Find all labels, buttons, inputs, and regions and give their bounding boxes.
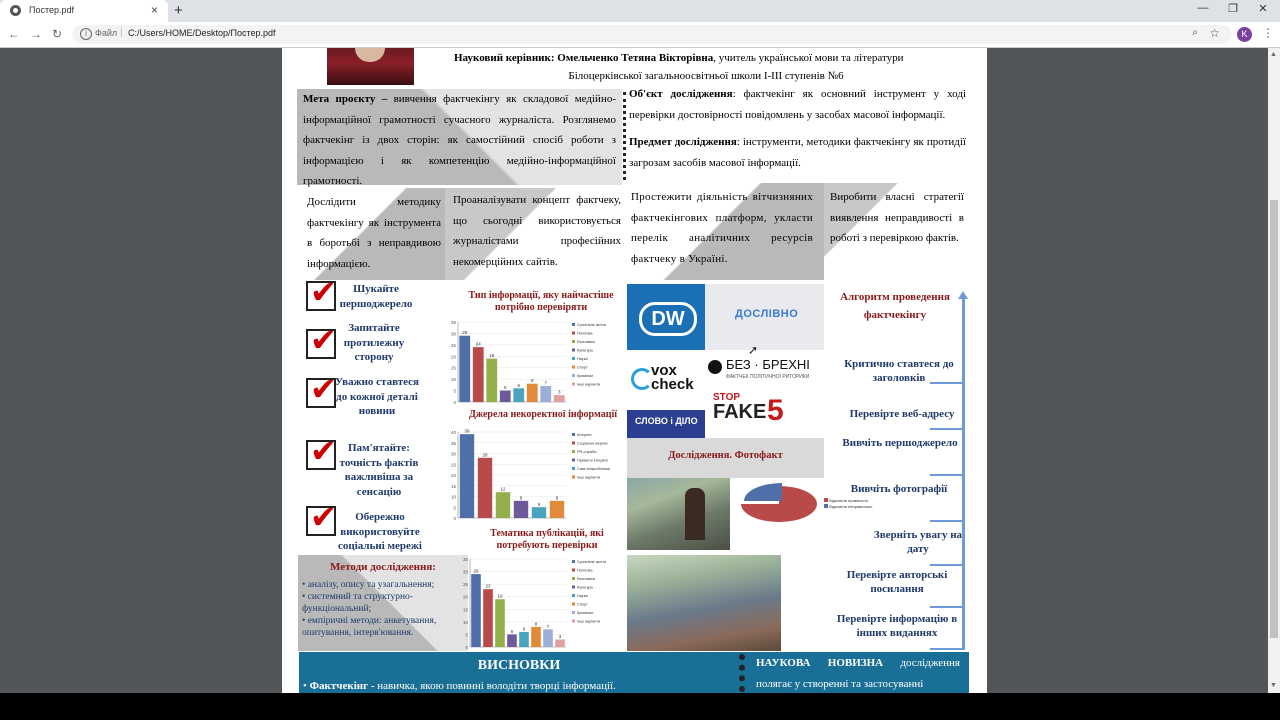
conclusions-bullet: • Фактчекінг - навичка, якою повинні володіти творці інформації. [303,680,616,692]
chart-bar [459,336,470,402]
legend-swatch [572,332,575,335]
chart2-title: Джерела некоректної інформації [468,409,618,420]
chart-bar [460,434,474,518]
algorithm-step-6: Перевірте авторські посилання [846,569,948,595]
algorithm-step-5: Зверніть увагу на дату [873,529,963,555]
bar-value-label: 3 [558,633,562,639]
legend-label: Самі співробітники [577,467,611,471]
back-icon[interactable]: ← [8,27,20,41]
chart-bar [555,639,565,647]
y-tick-label: 5 [465,632,468,638]
bar-value-label: 19 [489,353,495,359]
dotted-divider [623,92,626,180]
algorithm-connector [930,606,962,608]
chart-bar [496,492,510,518]
address-bar [0,22,1280,48]
y-tick-label: 10 [450,377,456,383]
legend-swatch [572,577,575,580]
y-tick-label: 15 [450,483,456,489]
algorithm-connector [930,474,962,476]
tab-strip [0,0,1280,22]
scrollbar-thumb[interactable] [1270,200,1278,638]
doslivno-logo [705,284,824,350]
stopfake-stop-text: STOP [713,392,741,403]
stopfake-fake-text: FAKE [713,401,767,423]
algorithm-step-4: Вивчіть фотографії [850,483,948,495]
y-tick-label: 25 [462,582,468,588]
novelty-label: НАУКОВА НОВИЗНА [756,657,884,669]
pdf-page [282,48,987,693]
legend-label: Спорт [577,602,588,607]
legend-swatch [572,323,575,326]
vertical-scrollbar[interactable] [1268,48,1280,693]
scroll-up-icon[interactable]: ▲ [1270,50,1277,58]
mouse-cursor-icon: ➚ [748,343,759,357]
legend-label: Суспільне життя [577,323,607,327]
conclusions-bullet-text: навичка, якою повинні володіти творці інформації. [374,680,616,692]
minimize-button[interactable]: — [1197,2,1209,14]
pie-legend-item: Відповіли неправильно [824,504,872,510]
bar-value-label: 28 [482,452,488,458]
algorithm-step-7: Перевірте інформацію в інших виданнях [836,613,958,639]
y-tick-label: 35 [462,557,468,562]
conclusions-bullet-label: Фактчекінг - [309,680,375,692]
slovo-i-dilo-logo [627,410,705,438]
algorithm-bracket [962,298,965,650]
check-item-4: Пам'ятайте: точність фактів важливіша за сенсацію [339,442,419,498]
chart-bar [500,391,511,402]
bar-value-label: 7 [546,623,550,629]
check-item-1: Шукайте першоджерело [339,283,413,310]
legend-swatch [572,374,575,377]
chart-bar [540,386,551,402]
y-tick-label: 10 [462,619,468,625]
menu-icon[interactable]: ⋮ [1262,26,1274,40]
y-tick-label: 25 [450,462,456,468]
legend-label: Інші варіанти [577,382,601,387]
conclusions-title: ВИСНОВКИ [477,658,561,673]
y-tick-label: 40 [450,430,456,435]
chart-bar [519,632,529,647]
voxcheck-logo [627,350,705,410]
y-tick-label: 15 [450,365,456,371]
method-item: • системний та структурно-функціональний; [302,592,413,614]
algorithm-step-3: Вивчіть першоджерело [842,437,958,449]
close-tab-icon[interactable]: × [150,3,158,17]
url-separator: | [120,27,123,38]
bez-brekhni-text: БЕЗ · БРЕХНІ [726,357,810,372]
legend-swatch [572,603,575,606]
bar-value-label: 5 [510,628,514,634]
dw-logo-text: DW [639,302,697,336]
chart3-svg [456,553,626,651]
zoom-icon[interactable]: ⌕ [1192,27,1198,38]
y-tick-label: 20 [462,594,468,600]
subject-body: : інструменти, методики фактчекінгу як протидії загрозам засобів масової інформації. [629,136,966,169]
photo-title: Дослідження. Фотофакт [668,450,783,461]
restore-button[interactable]: ❐ [1228,3,1238,15]
bar-value-label: 8 [534,621,538,627]
y-tick-label: 20 [450,354,456,360]
bar-value-label: 12 [500,486,506,492]
supervisor-school: Білоцерківської загальноосвітньої школи І-ІІІ ступенів №6 [568,70,844,82]
url-text: C:/Users/HOME/Desktop/Постер.pdf [128,28,276,38]
chart3-title: Тематика публікацій, які потребують перевірки [490,528,604,551]
pie-legend-item: Відповіли правильно [824,498,872,504]
y-tick-label: 30 [450,451,456,457]
algorithm-title: Алгоритм проведення фактчекінгу [840,291,950,321]
goal-box [297,89,622,185]
chart-bar [532,507,546,518]
checkmark-icon [306,329,336,359]
chart-bar [507,634,517,647]
methods-box [298,555,468,651]
doslivno-logo-text: ДОСЛІВНО [735,308,799,320]
algorithm-connector [930,564,962,566]
legend-swatch [572,586,575,589]
goal-text [303,89,616,192]
chart-bar [554,395,565,402]
taskbar [0,693,1280,720]
task-text-1: Дослідити методику фактчекінгу як інструмента в боротьбі з неправдивою інформацією. [307,196,441,270]
bar-value-label: 23 [485,583,491,589]
task-box-3 [627,183,824,280]
legend-label: Спорт [577,365,588,370]
object-body: : фактчекінг як основний інструмент у ході перевірки достовірності повідомлень у засобах масової інформації. [629,88,966,121]
checkmark-icon [306,440,336,470]
bar-value-label: 29 [462,330,468,336]
bar-value-label: 8 [519,495,523,501]
task-box-1 [297,188,445,280]
legend-swatch [572,560,575,563]
chart-bar [483,589,493,647]
legend-label: Наука [577,594,588,598]
legend-swatch [572,340,575,343]
bar-value-label: 8 [555,495,559,501]
y-tick-label: 25 [450,342,456,348]
method-item: • аналізу, опису та узагальнення; [302,580,435,590]
bar-value-label: 6 [517,382,521,388]
close-window-button[interactable]: ✕ [1258,3,1268,15]
goal-label: Мета проєкту – [303,93,388,105]
algorithm-connector [930,648,962,650]
legend-label: Політика [577,331,593,336]
voxcheck-logo-text: vox check [651,362,694,393]
subject-text [629,132,966,173]
legend-swatch [572,467,575,470]
supervisor-role: , учитель української мови та літератури [713,52,904,64]
forward-icon[interactable]: → [30,27,42,41]
goal-body: вивчення фактчекінгу як складової медійно-інформаційної грамотності сучасного журналіста. Розглянемо фактчекінг із двох сторін: як самостійний спосіб роботи з інформацією і як компетенцію медійно-інформаційної грамотності. [303,93,616,187]
supervisor-label: Науковий керівник: Омельченко Тетяна Вікторівна [454,52,714,64]
chart-bar [527,384,538,402]
legend-swatch [572,357,575,360]
avatar[interactable]: K [1237,27,1252,42]
y-tick-label: 30 [450,331,456,337]
legend-label: Політика [577,568,593,573]
legend-label: Кримінал [577,611,594,615]
legend-label: PR-служби [577,450,597,454]
y-tick-label: 5 [453,505,456,511]
legend-swatch [572,450,575,453]
method-item: • емпіричні методи: анкетування, опитування, інтерв'ювання. [302,616,437,638]
check-item-5: Обережно використовуйте соціальні мережі [338,511,422,552]
tab-poster[interactable] [0,0,168,22]
y-tick-label: 15 [462,607,468,613]
globe-icon [10,5,21,16]
novelty-text [756,653,960,693]
legend-swatch [572,442,575,445]
stopfake-five-text: 5 [767,394,784,427]
y-tick-label: 10 [450,494,456,500]
info-icon[interactable]: i [80,28,92,40]
legend-swatch [572,349,575,352]
algorithm-connector [930,382,962,384]
bar-value-label: 29 [473,568,479,574]
chart-bar [514,501,528,518]
algorithm-connector [930,520,962,522]
algorithm-step-1: Критично ставтеся до заголовків [844,358,954,384]
task-text-4: Виробити власні стратегії виявлення неправдивості в роботі з перевіркою фактів. [830,191,964,244]
legend-swatch [572,611,575,614]
bez-brekhni-logo [705,350,824,390]
legend-swatch [572,433,575,436]
methods-title: Методи дослідження: [330,561,436,573]
bar-value-label: 5 [537,501,541,507]
classroom-photo-2 [627,555,781,651]
photo-title-band [627,438,824,478]
bar-value-label: 24 [475,341,481,347]
chart-bar [513,388,524,402]
object-label: Об'єкт дослідження [629,88,733,100]
y-tick-label: 0 [465,645,468,650]
bar-value-label: 39 [464,428,470,434]
legend-label: Приватні інтерв'ю [577,458,609,463]
pie-legend [824,498,872,510]
bar-value-label: 7 [544,380,548,386]
chart-bar [531,627,541,647]
supervisor-text [454,48,958,68]
check-item-2: Запитайте протилежну сторону [343,322,405,363]
classroom-photo-1 [627,478,730,550]
chart-bar [478,458,492,518]
new-tab-button[interactable]: + [174,2,183,19]
legend-label: Наука [577,357,588,361]
pie-chart-svg [734,480,824,528]
legend-label: Культура [577,348,593,353]
url-scheme: Файл [95,28,118,38]
chart-bar [473,347,484,402]
conclusions-box [299,652,739,693]
chart-bar [495,599,505,647]
chart-bar [543,629,553,647]
bar-value-label: 6 [522,626,526,632]
methods-list [302,579,464,639]
legend-label: Інтернет [577,433,592,437]
task-box-4 [824,183,969,280]
slovo-i-dilo-text: СЛОВО і ДІЛО [635,416,698,426]
check-item-3: Уважно ставтеся до кожної деталі новини [334,376,419,417]
algorithm-step-2: Перевірте веб-адресу [849,408,955,420]
legend-swatch [572,366,575,369]
y-tick-label: 20 [450,473,456,478]
legend-label: Економіка [577,577,595,581]
url-input[interactable] [72,25,1232,44]
novelty-body: дослідження полягає у створенні та застосуванні [756,657,960,690]
dw-logo [627,284,705,350]
legend-swatch [572,383,575,386]
y-tick-label: 0 [453,400,456,405]
task-text-3: Простежити діяльність вітчизняних фактчекінгових платформ, укласти перелік аналітичних ресурсів фактчеку в Україні. [631,191,813,265]
task-box-2 [445,188,627,280]
chart-bar [486,359,497,402]
bar-value-label: 8 [530,378,534,384]
tab-title: Постер.pdf [29,5,75,15]
y-tick-label: 35 [450,320,456,325]
legend-label: Кримінал [577,374,594,378]
legend-label: Суспільне життя [577,560,607,564]
reload-icon[interactable]: ↻ [52,27,63,41]
pie-slice [744,483,782,501]
legend-swatch [572,620,575,623]
legend-label: Культура [577,585,593,590]
legend-label: Інші варіанти [577,475,601,480]
y-tick-label: 30 [462,569,468,575]
novelty-dots [739,654,745,692]
bez-brekhni-subtext: ФАКТЧЕК ПОЛІТИЧНОЇ РИТОРИКИ [726,374,810,380]
bar-value-label: 5 [503,385,507,391]
chart-bar [471,574,481,647]
stopfake-logo [705,390,824,438]
y-tick-label: 0 [453,516,456,521]
legend-swatch [572,476,575,479]
chart2-svg [444,426,626,522]
novelty-box [739,652,969,693]
scroll-down-icon[interactable]: ▼ [1270,681,1277,689]
bar-value-label: 19 [497,593,503,599]
chart-bar [550,501,564,518]
chart1-title: Тип інформації, яку найчастіше потрібно перевіряти [468,290,614,313]
legend-label: Економіка [577,340,595,344]
legend-swatch [572,459,575,462]
legend-swatch [572,569,575,572]
chart1-svg [444,316,626,406]
subject-label: Предмет дослідження [629,136,737,148]
object-text [629,84,966,125]
bar-value-label: 3 [557,389,561,395]
y-tick-label: 5 [453,388,456,394]
legend-label: Інші варіанти [577,619,601,624]
bookmark-star-icon[interactable]: ☆ [1209,26,1220,40]
legend-label: Соціальні мережі [577,441,608,446]
y-tick-label: 35 [450,440,456,446]
author-photo [327,48,414,85]
algorithm-connector [930,428,962,430]
task-text-2: Проаналізувати концепт фактчеку, що сьогодні використовується журналістами професійних некомерційних сайтів. [453,194,621,268]
legend-swatch [572,594,575,597]
